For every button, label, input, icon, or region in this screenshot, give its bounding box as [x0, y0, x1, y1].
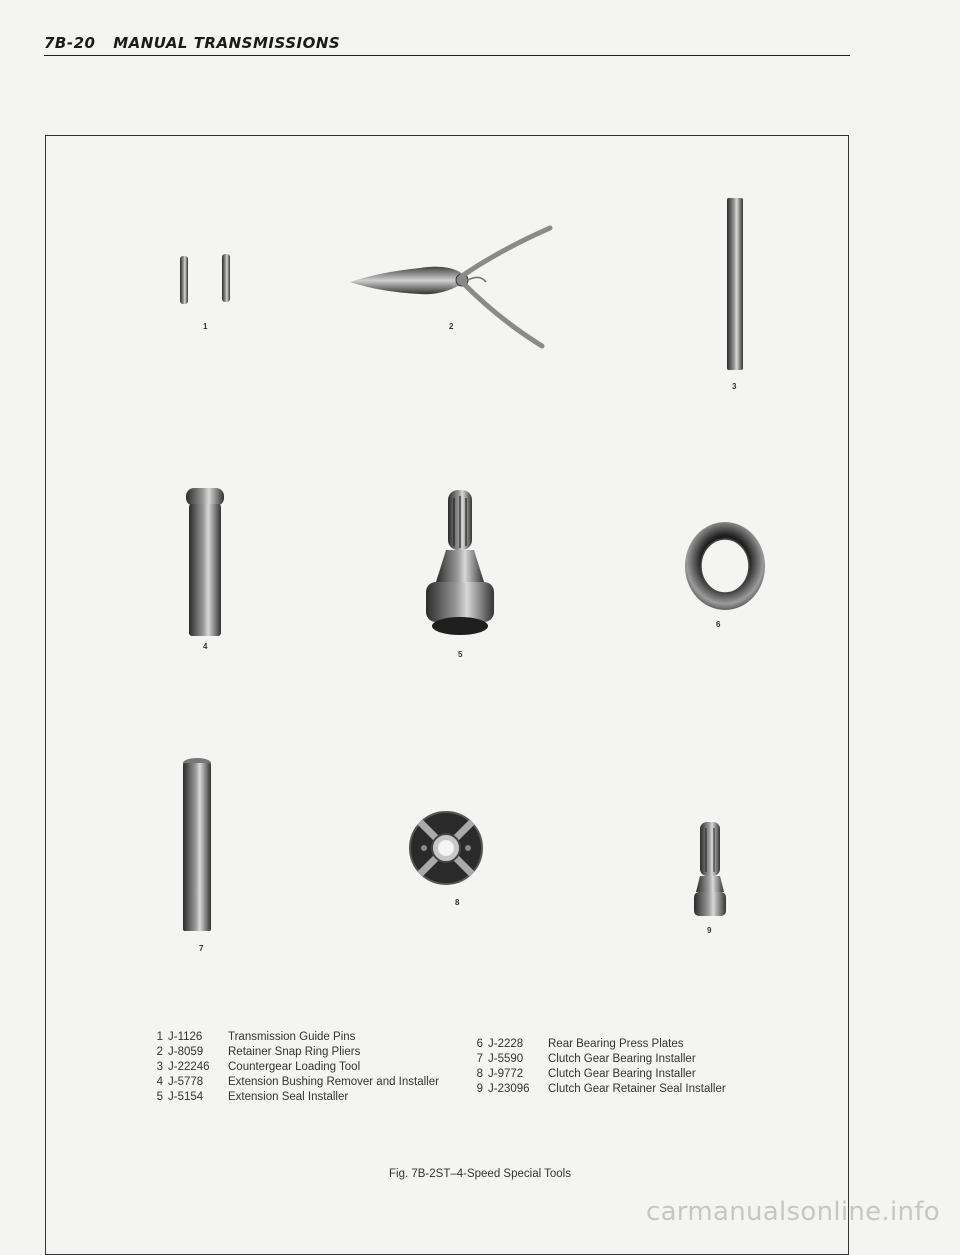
tool-7-bearing-installer-illustration — [177, 757, 217, 935]
tool-label-4: 4 — [203, 642, 208, 651]
figure-caption: Fig. 7B-2ST–4-Speed Special Tools — [389, 1168, 571, 1180]
tool-label-8: 8 — [455, 898, 460, 907]
tool-label-9: 9 — [707, 926, 712, 935]
tool-1-guide-pins-illustration — [170, 250, 240, 310]
legend-row: 8 J-9772 Clutch Gear Bearing Installer — [476, 1068, 696, 1080]
legend-row: 7 J-5590 Clutch Gear Bearing Installer — [476, 1053, 696, 1065]
legend-row: 3 J-22246 Countergear Loading Tool — [156, 1061, 361, 1073]
tool-4-bushing-remover-illustration — [180, 488, 230, 638]
legend-row: 6 J-2228 Rear Bearing Press Plates — [476, 1038, 684, 1050]
tool-5-seal-installer-illustration — [420, 490, 500, 640]
page-header — [44, 34, 340, 52]
legend-row: 4 J-5778 Extension Bushing Remover and Installer — [156, 1076, 439, 1088]
watermark-text: carmanualsonline.info — [645, 1197, 940, 1227]
header-rule — [44, 55, 850, 56]
tool-label-1: 1 — [203, 322, 208, 331]
tool-legend-right — [465, 1037, 726, 1097]
tool-8-bearing-installer-disc-illustration — [408, 810, 484, 886]
tool-label-2: 2 — [449, 322, 454, 331]
tool-9-seal-installer-illustration — [690, 822, 730, 918]
tool-2-snap-ring-pliers-illustration — [350, 220, 570, 350]
tool-legend-left — [145, 1030, 439, 1105]
tool-label-5: 5 — [458, 650, 463, 659]
tool-label-6: 6 — [716, 620, 721, 629]
tool-6-press-plate-illustration — [682, 520, 768, 612]
legend-row: 9 J-23096 Clutch Gear Retainer Seal Installer — [476, 1083, 726, 1095]
section-title: MANUAL TRANSMISSIONS — [113, 34, 341, 52]
tool-label-3: 3 — [732, 382, 737, 391]
section-number: 7B-20 — [44, 34, 96, 52]
tool-3-loading-tool-illustration — [725, 198, 745, 370]
legend-row: 5 J-5154 Extension Seal Installer — [156, 1091, 349, 1103]
tool-label-7: 7 — [199, 944, 204, 953]
legend-row: 2 J-8059 Retainer Snap Ring Pliers — [156, 1046, 361, 1058]
legend-row: 1 J-1126 Transmission Guide Pins — [156, 1031, 356, 1043]
